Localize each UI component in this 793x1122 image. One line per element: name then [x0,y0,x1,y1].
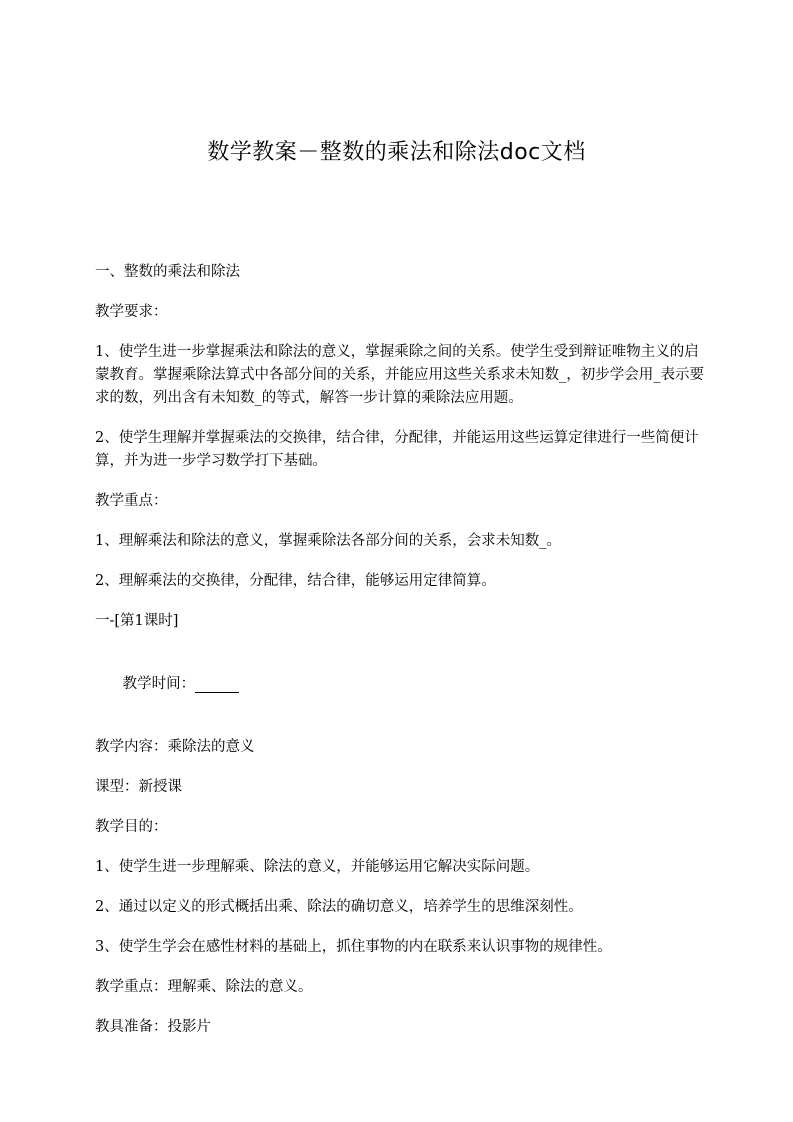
lesson-heading: 一-[第1课时] [95,613,179,629]
teaching-content: 教学内容：乘除法的意义 [95,739,255,755]
document-title: 数学教案－整数的乘法和除法doc文档 [207,140,586,165]
lesson-type: 课型：新授课 [95,779,182,795]
document-body [95,261,705,1056]
teaching-aids: 教具准备：投影片 [95,1019,211,1035]
key-points-heading: 教学重点： [95,493,168,509]
requirement-item-1: 1、使学生进一步掌握乘法和除法的意义，掌握乘除之间的关系。使学生受到辩证唯物主义的启蒙教育。掌握乘除法算式中各部分间的关系，并能应用这些关系求未知数_，初步学会用_表示要求的数，列出含有未知数_的等式，解答一步计算的乘除法应用题。 [95,344,704,406]
requirements-heading: 教学要求： [95,304,168,320]
objective-item-2: 2、通过以定义的形式概括出乘、除法的确切意义，培养学生的思维深刻性。 [95,899,583,915]
lesson-key-point: 教学重点：理解乘、除法的意义。 [95,979,313,995]
objective-item-3: 3、使学生学会在感性材料的基础上，抓住事物的内在联系来认识事物的规律性。 [95,939,612,955]
objectives-heading: 教学目的： [95,819,168,835]
objective-item-1: 1、使学生进一步理解乘、除法的意义，并能够运用它解决实际问题。 [95,859,540,875]
teaching-time-line [95,650,705,719]
teaching-time-blank [195,676,239,693]
requirement-item-2: 2、使学生理解并掌握乘法的交换律，结合律，分配律，并能运用这些运算定律进行一些简便计算，并为进一步学习数学打下基础。 [95,430,699,469]
key-point-item-2: 2、理解乘法的交换律，分配律，结合律，能够运用定律简算。 [95,573,496,589]
teaching-time-label: 教学时间： [122,676,196,692]
key-point-item-1: 1、理解乘法和除法的意义，掌握乘除法各部分间的关系，会求未知数_。 [95,533,561,549]
section-heading: 一、整数的乘法和除法 [95,264,240,280]
